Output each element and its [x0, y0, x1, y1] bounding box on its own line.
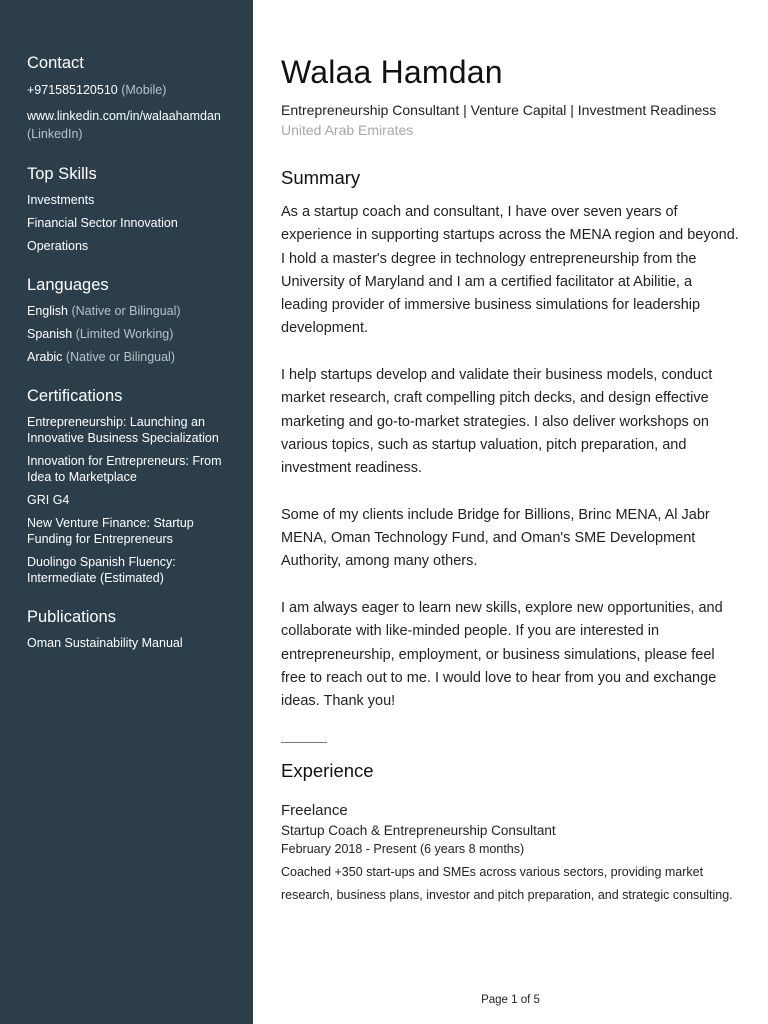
certification-item: GRI G4 [27, 493, 70, 507]
skill-item: Investments [27, 193, 95, 207]
language-item [27, 303, 241, 319]
phone-line [27, 81, 241, 99]
certification-item: New Venture Finance: Startup Funding for Entrepreneurs [27, 516, 194, 546]
certification-item: Entrepreneurship: Launching an Innovative Business Specialization [27, 415, 219, 445]
language-level: (Native or Bilingual) [65, 350, 175, 364]
language-name: Spanish [27, 327, 73, 341]
summary-paragraph: Some of my clients include Bridge for Billions, Brinc MENA, Al Jabr MENA, Oman Technology Fund, and Oman's SME Development Authority, among many others. [281, 506, 710, 570]
section-divider [281, 742, 327, 743]
skill-item: Operations [27, 239, 89, 253]
certifications-heading: Certifications [27, 387, 123, 405]
phone-label: (Mobile) [121, 83, 167, 97]
phone-number[interactable]: +971585120510 [27, 83, 118, 97]
contact-heading: Contact [27, 54, 84, 72]
page-number: Page 1 of 5 [481, 994, 540, 1006]
language-item [27, 349, 241, 365]
languages-heading: Languages [27, 276, 109, 294]
summary-paragraph: I help startups develop and validate their business models, conduct market research, craft compelling pitch decks, and design effective marketing and go-to-market strategies. I also deliver workshops on various topics, such as startup valuation, pitch preparation, and investment readiness. [281, 367, 713, 477]
top-skills-heading: Top Skills [27, 165, 97, 183]
contact-section [27, 54, 241, 143]
skill-item: Financial Sector Innovation [27, 216, 178, 230]
experience-entry [281, 802, 741, 908]
main-content [281, 0, 741, 907]
linkedin-label: (LinkedIn) [27, 127, 83, 141]
top-skills-section [27, 165, 241, 254]
sidebar [0, 0, 253, 1024]
certification-item: Innovation for Entrepreneurs: From Idea to Marketplace [27, 454, 222, 484]
language-name: Arabic [27, 350, 63, 364]
job-title: Startup Coach & Entrepreneurship Consultant [281, 822, 556, 838]
job-dates: February 2018 - Present (6 years 8 months) [281, 841, 525, 856]
publication-item: Oman Sustainability Manual [27, 636, 183, 650]
linkedin-link[interactable]: www.linkedin.com/in/walaahamdan [27, 109, 221, 123]
job-company: Freelance [281, 801, 348, 819]
language-level: (Native or Bilingual) [71, 304, 181, 318]
languages-section [27, 276, 241, 365]
experience-heading: Experience [281, 759, 374, 781]
language-item [27, 326, 241, 342]
language-level: (Limited Working) [75, 327, 174, 341]
language-name: English [27, 304, 68, 318]
linkedin-line [27, 107, 241, 143]
summary-section [281, 201, 741, 714]
headline: Entrepreneurship Consultant | Venture Capital | Investment Readiness [281, 102, 717, 118]
job-description: Coached +350 start-ups and SMEs across various sectors, providing market research, business plans, investor and pitch preparation, and strategic consulting. [281, 864, 733, 902]
person-name: Walaa Hamdan [281, 54, 503, 90]
summary-heading: Summary [281, 167, 361, 188]
summary-paragraph: I am always eager to learn new skills, explore new opportunities, and collaborate with like-minded people. If you are interested in entrepreneurship, employment, or business simulations, please feel free to reach out to me. I would love to hear from you and exchange ideas. Thank you! [281, 600, 723, 710]
publications-section [27, 608, 241, 651]
certifications-section [27, 387, 241, 586]
location: United Arab Emirates [281, 122, 414, 138]
certification-item: Duolingo Spanish Fluency: Intermediate (Estimated) [27, 555, 176, 585]
publications-heading: Publications [27, 608, 116, 626]
summary-paragraph: As a startup coach and consultant, I have over seven years of experience in supporting startups across the MENA region and beyond. I hold a master's degree in technology entrepreneurship from the University of Maryland and I am a certified facilitator at Abilitie, a leading provider of immersive business simulations for leadership development. [281, 204, 739, 337]
